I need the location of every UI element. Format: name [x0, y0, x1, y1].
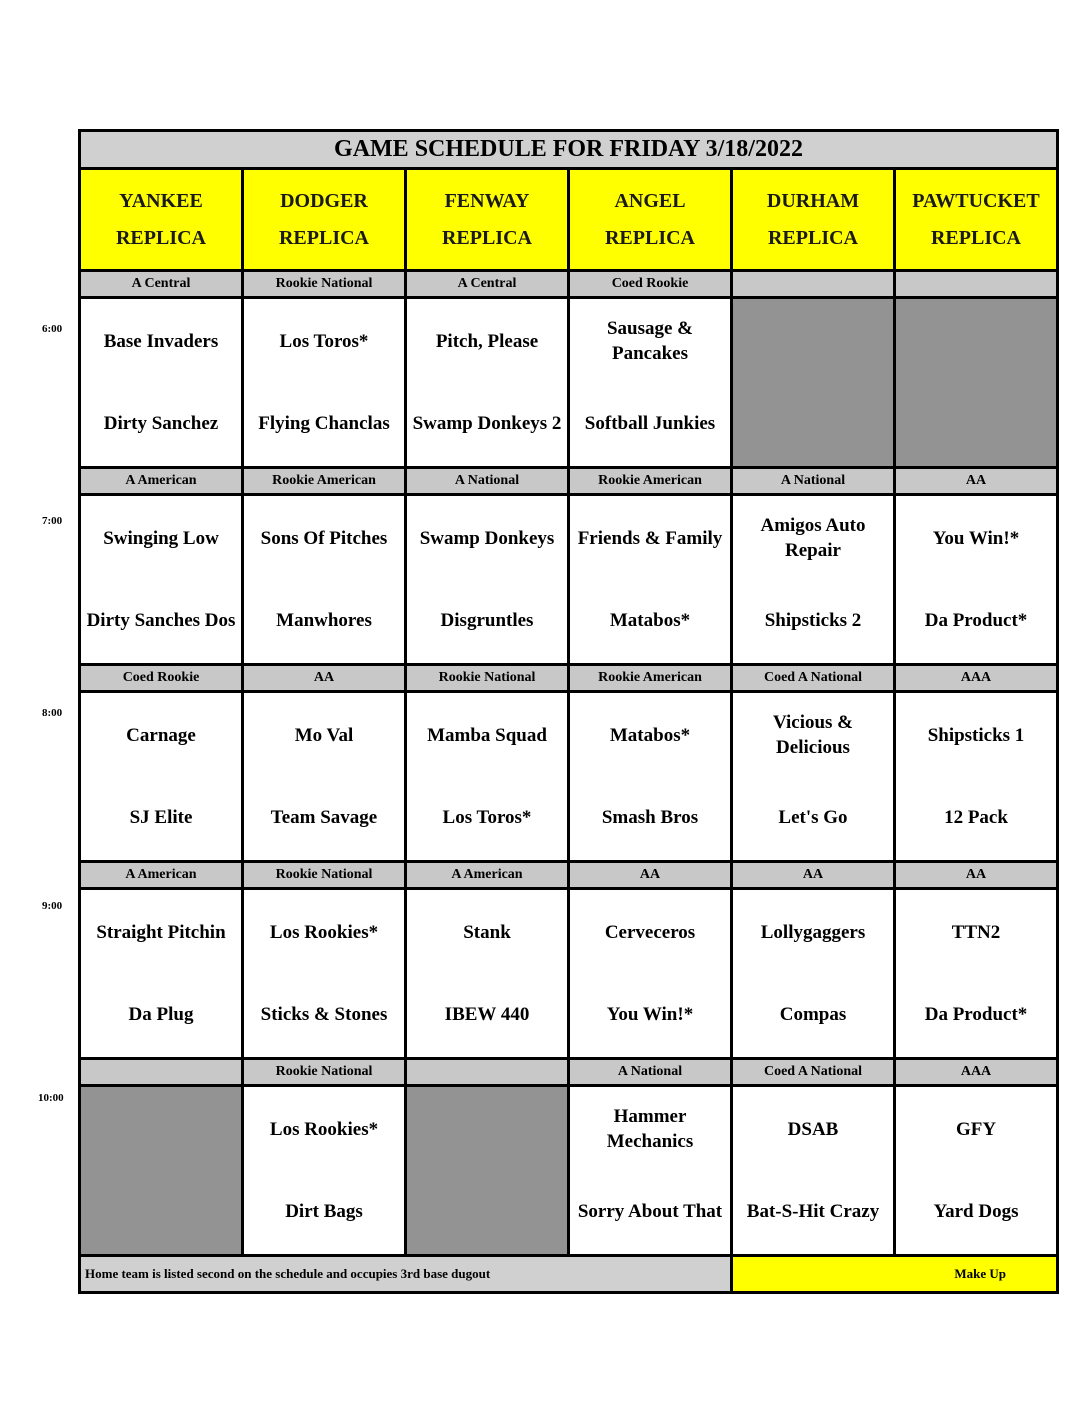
division-label: Coed A National [733, 666, 893, 690]
away-team: Cerveceros [604, 921, 696, 943]
game-cell [407, 890, 567, 1057]
away-team: Base Invaders [103, 330, 219, 352]
field-header-dodger [244, 170, 404, 269]
field-name: ANGEL [614, 189, 686, 212]
away-team: Friends & Family [577, 527, 723, 549]
home-team: Flying Chanclas [258, 412, 390, 434]
division-label: AA [896, 863, 1056, 887]
division-label: Rookie National [407, 666, 567, 690]
time-label: 10:00 [38, 1092, 64, 1104]
away-team: GFY [955, 1118, 997, 1140]
field-name: PAWTUCKET [912, 189, 1040, 212]
game-cell [570, 299, 730, 466]
home-team: SJ Elite [129, 806, 193, 828]
division-label: AAA [896, 666, 1056, 690]
division-label: Rookie American [244, 469, 404, 493]
game-cell [81, 890, 241, 1057]
time-label: 6:00 [42, 323, 63, 335]
home-team: Team Savage [270, 806, 378, 828]
division-label: Rookie American [570, 666, 730, 690]
away-team: Hammer Mechanics [606, 1106, 694, 1152]
game-cell [733, 496, 893, 663]
division-label: Rookie American [570, 469, 730, 493]
home-team: Manwhores [276, 609, 372, 631]
division-label: Rookie National [244, 863, 404, 887]
field-subtitle: REPLICA [767, 226, 858, 249]
home-team: Da Product* [924, 1003, 1028, 1025]
game-cell [733, 1087, 893, 1254]
away-team: Sausage & Pancakes [606, 318, 694, 364]
game-cell [407, 496, 567, 663]
field-subtitle: REPLICA [278, 226, 369, 249]
empty-slot [896, 299, 1056, 466]
field-header-angel [570, 170, 730, 269]
away-team: Straight Pitchin [96, 921, 226, 943]
home-team: Dirty Sanches Dos [86, 609, 236, 631]
home-team-note: Home team is listed second on the schedule and occupies 3rd base dugout [81, 1257, 730, 1291]
division-label: A American [81, 469, 241, 493]
away-team: Amigos Auto Repair [760, 515, 866, 561]
home-team: IBEW 440 [444, 1003, 530, 1025]
home-team: Dirt Bags [285, 1200, 363, 1222]
home-team: Smash Bros [601, 806, 699, 828]
away-team: Los Rookies* [269, 1118, 379, 1140]
away-team: Shipsticks 1 [927, 724, 1025, 746]
away-team: Vicious & Delicious [772, 712, 854, 758]
game-cell [733, 890, 893, 1057]
division-label [733, 272, 893, 296]
field-name: DODGER [280, 189, 368, 212]
home-team: Sorry About That [577, 1200, 723, 1222]
home-team: Let's Go [778, 806, 848, 828]
division-label [896, 272, 1056, 296]
division-label: A Central [407, 272, 567, 296]
game-cell [81, 299, 241, 466]
game-cell [570, 693, 730, 860]
away-team: Swinging Low [103, 527, 219, 549]
field-subtitle: REPLICA [115, 226, 206, 249]
away-team: You Win!* [932, 527, 1020, 549]
field-subtitle: REPLICA [930, 226, 1021, 249]
game-cell [407, 693, 567, 860]
field-name: DURHAM [766, 189, 860, 212]
empty-slot [81, 1087, 241, 1254]
game-cell [570, 1087, 730, 1254]
game-cell [81, 693, 241, 860]
away-team: Los Rookies* [269, 921, 379, 943]
game-cell [570, 890, 730, 1057]
away-team: Matabos* [609, 724, 691, 746]
home-team: Shipsticks 2 [764, 609, 862, 631]
away-team: Carnage [126, 724, 196, 746]
division-label: A American [81, 863, 241, 887]
home-team: Matabos* [609, 609, 691, 631]
home-team: Da Plug [128, 1003, 194, 1025]
home-team: Dirty Sanchez [103, 412, 219, 434]
field-name: FENWAY [444, 189, 530, 212]
away-team: Mo Val [294, 724, 354, 746]
home-team: You Win!* [606, 1003, 694, 1025]
field-header-durham [733, 170, 893, 269]
game-cell [896, 496, 1056, 663]
field-header-pawtucket [896, 170, 1056, 269]
home-team: Yard Dogs [933, 1200, 1019, 1222]
game-cell [244, 890, 404, 1057]
game-cell [733, 693, 893, 860]
schedule-title: GAME SCHEDULE FOR FRIDAY 3/18/2022 [81, 132, 1056, 167]
empty-slot [733, 299, 893, 466]
division-label: Rookie National [244, 272, 404, 296]
home-team: Sticks & Stones [260, 1003, 388, 1025]
game-cell [244, 1087, 404, 1254]
division-label [407, 1060, 567, 1084]
game-cell [896, 890, 1056, 1057]
away-team: Sons Of Pitches [260, 527, 388, 549]
division-label: Coed A National [733, 1060, 893, 1084]
home-team: Bat-S-Hit Crazy [746, 1200, 880, 1222]
division-label: A American [407, 863, 567, 887]
division-label: Coed Rookie [570, 272, 730, 296]
home-team: Da Product* [924, 609, 1028, 631]
game-cell [81, 496, 241, 663]
division-label: AA [244, 666, 404, 690]
time-label: 9:00 [42, 900, 63, 912]
makeup-label: Make Up [733, 1257, 1056, 1291]
game-cell [244, 299, 404, 466]
division-label: A National [733, 469, 893, 493]
away-team: Stank [463, 921, 511, 943]
time-label: 8:00 [42, 707, 63, 719]
away-team: Pitch, Please [435, 330, 539, 352]
time-label: 7:00 [42, 515, 63, 527]
field-subtitle: REPLICA [441, 226, 532, 249]
home-team: Swamp Donkeys 2 [412, 412, 562, 434]
away-team: Mamba Squad [427, 724, 547, 746]
division-label: AAA [896, 1060, 1056, 1084]
game-cell [407, 299, 567, 466]
empty-slot [407, 1087, 567, 1254]
division-label: AA [733, 863, 893, 887]
game-cell [896, 693, 1056, 860]
home-team: Compas [779, 1003, 847, 1025]
field-header-yankee [81, 170, 241, 269]
game-cell [896, 1087, 1056, 1254]
away-team: TTN2 [951, 921, 1001, 943]
away-team: Los Toros* [279, 330, 369, 352]
division-label: A Central [81, 272, 241, 296]
game-cell [244, 496, 404, 663]
away-team: Lollygaggers [760, 921, 866, 943]
division-label: Rookie National [244, 1060, 404, 1084]
division-label: A National [570, 1060, 730, 1084]
division-label [81, 1060, 241, 1084]
away-team: Swamp Donkeys [419, 527, 555, 549]
game-cell [244, 693, 404, 860]
field-subtitle: REPLICA [604, 226, 695, 249]
field-name: YANKEE [119, 189, 203, 212]
division-label: A National [407, 469, 567, 493]
schedule-table [78, 129, 1059, 1294]
home-team: Disgruntles [440, 609, 534, 631]
field-header-fenway [407, 170, 567, 269]
division-label: Coed Rookie [81, 666, 241, 690]
game-cell [570, 496, 730, 663]
division-label: AA [570, 863, 730, 887]
division-label: AA [896, 469, 1056, 493]
home-team: Los Toros* [442, 806, 532, 828]
away-team: DSAB [787, 1118, 839, 1140]
home-team: Softball Junkies [584, 412, 716, 434]
home-team: 12 Pack [944, 806, 1008, 828]
